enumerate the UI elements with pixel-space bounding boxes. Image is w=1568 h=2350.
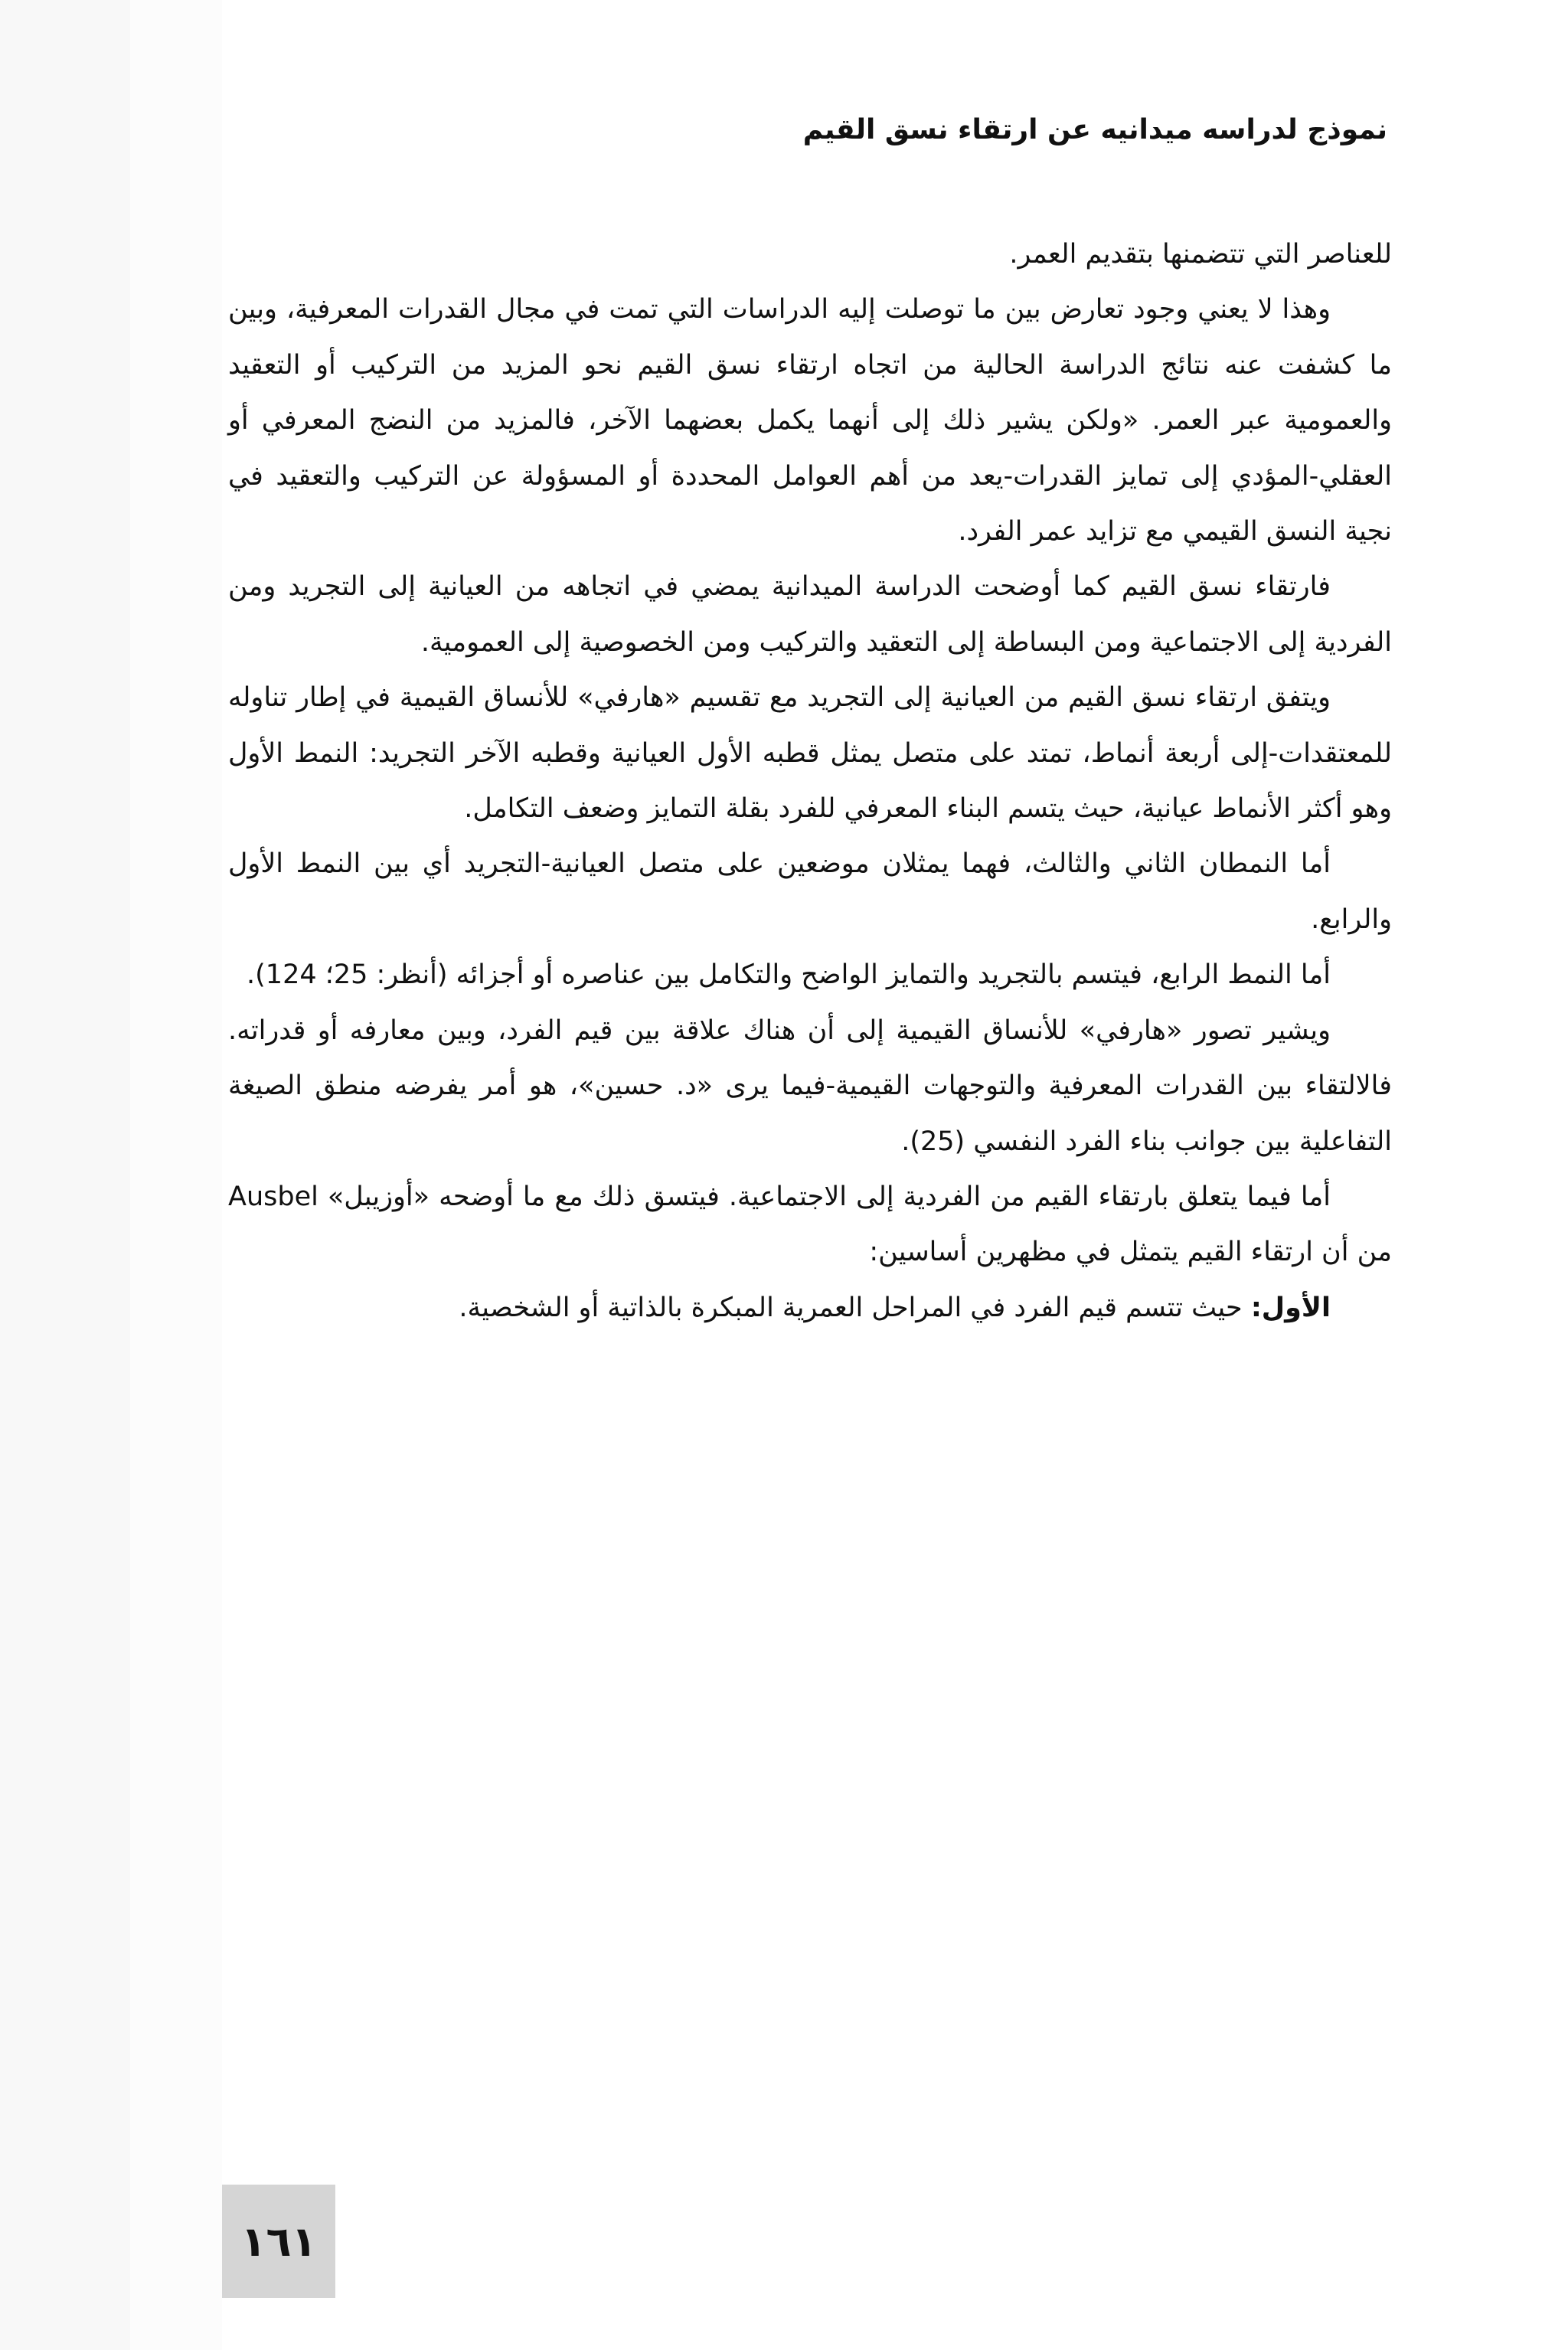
- body-text: [228, 227, 1392, 1335]
- paragraph-lead-label: الأول:: [1250, 1292, 1331, 1323]
- paragraph: أما فيما يتعلق بارتقاء القيم من الفردية إلى الاجتماعية. فيتسق ذلك مع ما أوضحه «أوزيبل» Ausbel من أن ارتقاء القيم يتمثل في مظهرين أساسين:: [228, 1181, 1392, 1268]
- page-gutter: [0, 0, 222, 2350]
- paragraph: أما النمط الرابع، فيتسم بالتجريد والتمايز الواضح والتكامل بين عناصره أو أجزائه (أنظر: 25؛ 124).: [247, 959, 1331, 991]
- paragraph: ويشير تصور «هارفي» للأنساق القيمية إلى أن هناك علاقة بين قيم الفرد، وبين معارفه أو قدراته. فالالتقاء بين القدرات المعرفية والتوجهات القيمية-فيما يرى «د. حسين»، هو أمر يفرضه منطق الصيغة التفاعلية بين جوانب بناء الفرد النفسي (25).: [228, 1015, 1392, 1157]
- paragraph-first-aspect: [228, 1280, 1392, 1335]
- paragraph: ويتفق ارتقاء نسق القيم من العيانية إلى التجريد مع تقسيم «هارفي» للأنساق القيمية في إطار تناوله للمعتقدات-إلى أربعة أنماط، تمتد على متصل يمثل قطبه الأول العيانية وقطبه الآخر التجريد: النمط الأول وهو أكثر الأنماط عيانية، حيث يتسم البناء المعرفي للفرد بقلة التمايز وضعف التكامل.: [228, 682, 1392, 825]
- page-number: ١٦١: [240, 2217, 317, 2266]
- running-header: نموذج لدراسه ميدانيه عن ارتقاء نسق القيم: [802, 114, 1387, 145]
- paragraph: فارتقاء نسق القيم كما أوضحت الدراسة الميدانية يمضي في اتجاهه من العيانية إلى التجريد ومن الفردية إلى الاجتماعية ومن البساطة إلى التعقيد والتركيب ومن الخصوصية إلى العمومية.: [228, 571, 1392, 658]
- paragraph-lead-text: حيث تتسم قيم الفرد في المراحل العمرية المبكرة بالذاتية أو الشخصية.: [459, 1292, 1251, 1323]
- paragraph: وهذا لا يعني وجود تعارض بين ما توصلت إليه الدراسات التي تمت في مجال القدرات المعرفية، وبين ما كشفت عنه نتائج الدراسة الحالية من اتجاه ارتقاء نسق القيم نحو المزيد من التركيب أو التعقيد والعمومية عبر العمر. «ولكن يشير ذلك إلى أنهما يكمل بعضهما الآخر، فالمزيد من النضج المعرفي أو العقلي-المؤدي إلى تمايز القدرات-يعد من أهم العوامل المحددة أو المسؤولة عن التركيب والتعقيد في نجية النسق القيمي مع تزايد عمر الفرد.: [228, 294, 1392, 547]
- paragraph: أما النمطان الثاني والثالث، فهما يمثلان موضعين على متصل العيانية-التجريد أي بين النمط الأول والرابع.: [228, 848, 1392, 935]
- page-number-box: [222, 2185, 335, 2298]
- paragraph-continuation: للعناصر التي تتضمنها بتقديم العمر.: [1009, 239, 1392, 270]
